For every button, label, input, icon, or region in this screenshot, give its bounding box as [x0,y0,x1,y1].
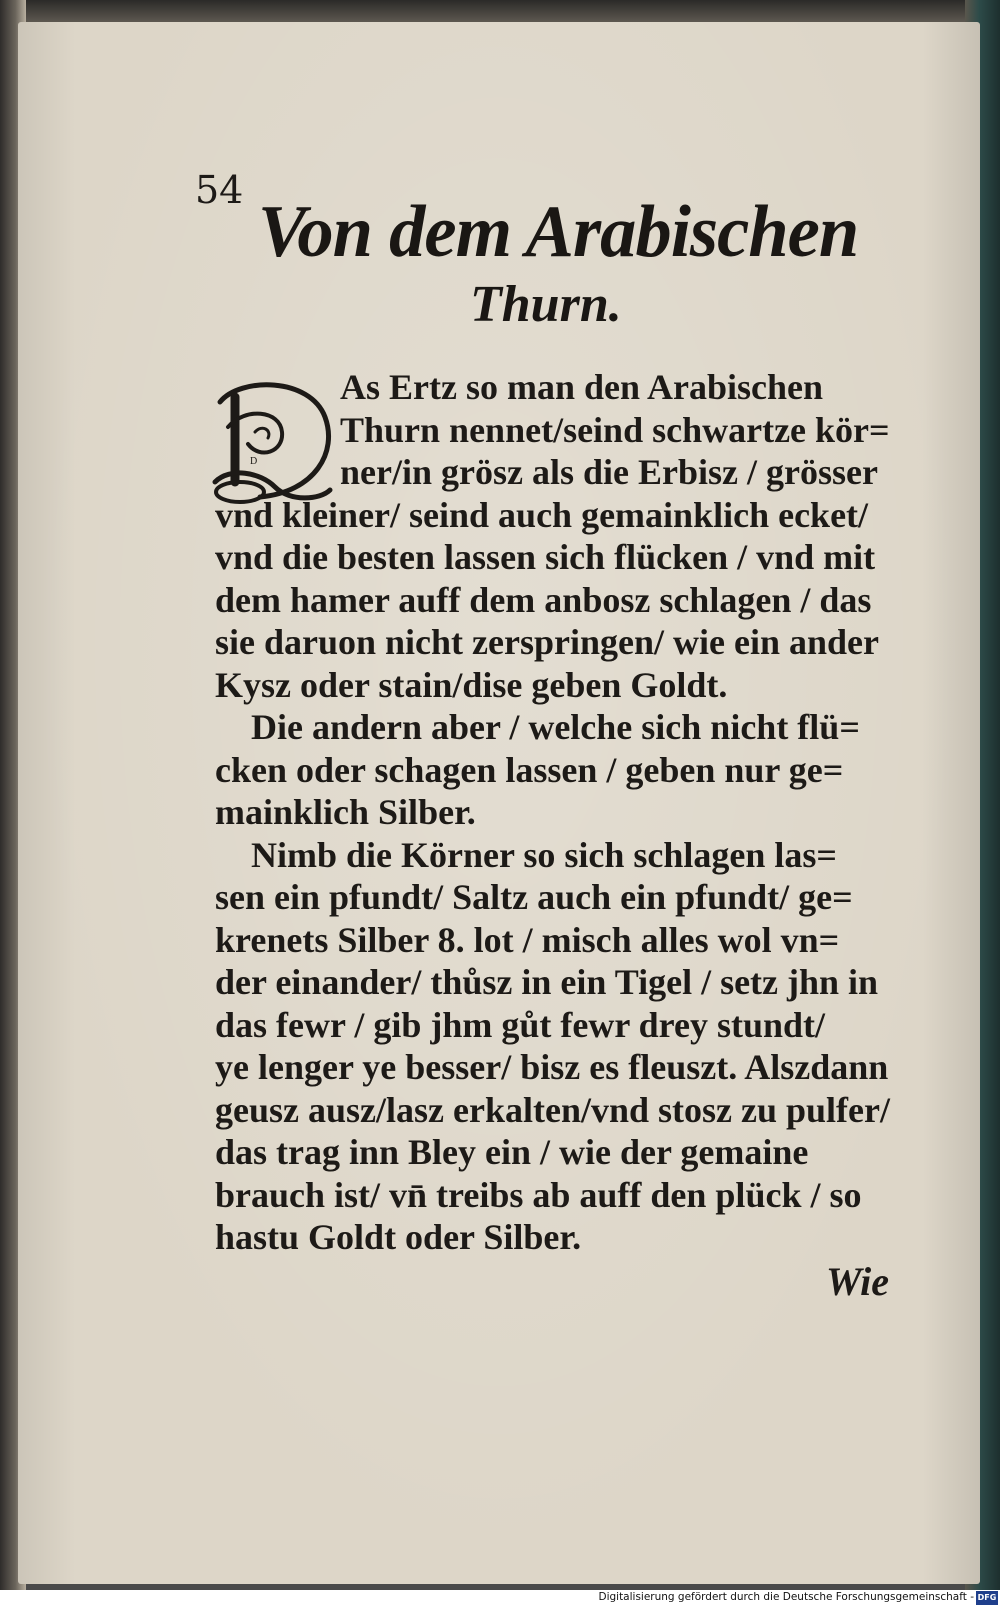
text-line: vnd die besten lassen sich flücken / vnd mit [215,537,876,577]
text-line: As Ertz so man den Arabischen [340,367,824,407]
text-line: hastu Goldt oder Silber. [215,1217,582,1257]
text-line: das fewr / gib jhm gůt fewr drey stundt/ [215,1004,826,1045]
chapter-title: Von dem Arabischen [258,191,859,273]
text-line: Die andern aber / welche sich nicht flü= [251,707,860,747]
catchword: Wie [826,1259,889,1304]
initial-letter-glyph: D [250,456,258,467]
text-line: cken oder schagen lassen / geben nur ge= [215,749,844,790]
text-line: Nimb die Körner so sich schlagen las= [251,834,837,875]
text-line: sie daruon nicht zerspringen/ wie ein ander [215,622,879,662]
text-line: sen ein pfundt/ Saltz auch ein pfundt/ ge= [215,877,853,917]
body-text [215,366,905,1259]
text-line: ye lenger ye besser/ bisz es fleuszt. Alszdann [215,1047,889,1087]
text-line: krenets Silber 8. lot / misch alles wol vn= [215,919,840,960]
text-line: geusz ausz/lasz erkalten/vnd stosz zu pulfer/ [215,1089,890,1130]
text-line: mainklich Silber. [215,792,476,832]
text-line: vnd kleiner/ seind auch gemainklich ecket/ [215,494,869,535]
page-number: 54 [195,168,244,212]
text-line: Thurn nennet/seind schwartze kör= [340,409,890,450]
book-top-edge [0,0,1000,22]
text-line: das trag inn Bley ein / wie der gemaine [215,1132,809,1172]
text-line: Kysz oder stain/dise geben Goldt. [215,664,728,705]
dfg-logo[interactable]: DFG [976,1591,998,1605]
text-line: dem hamer auff dem anbosz schlagen / das [215,579,872,620]
text-line: ner/in grösz als die Erbisz / grösser [340,452,878,492]
text-line: der einander/ thůsz in ein Tigel / setz jhn in [215,962,879,1002]
funding-notice: Digitalisierung gefördert durch die Deutsche Forschungsgemeinschaft - [598,1591,974,1603]
text-line: brauch ist/ vn̄ treibs ab auff den plück / so [215,1174,862,1215]
chapter-title-continuation: Thurn. [470,276,622,333]
